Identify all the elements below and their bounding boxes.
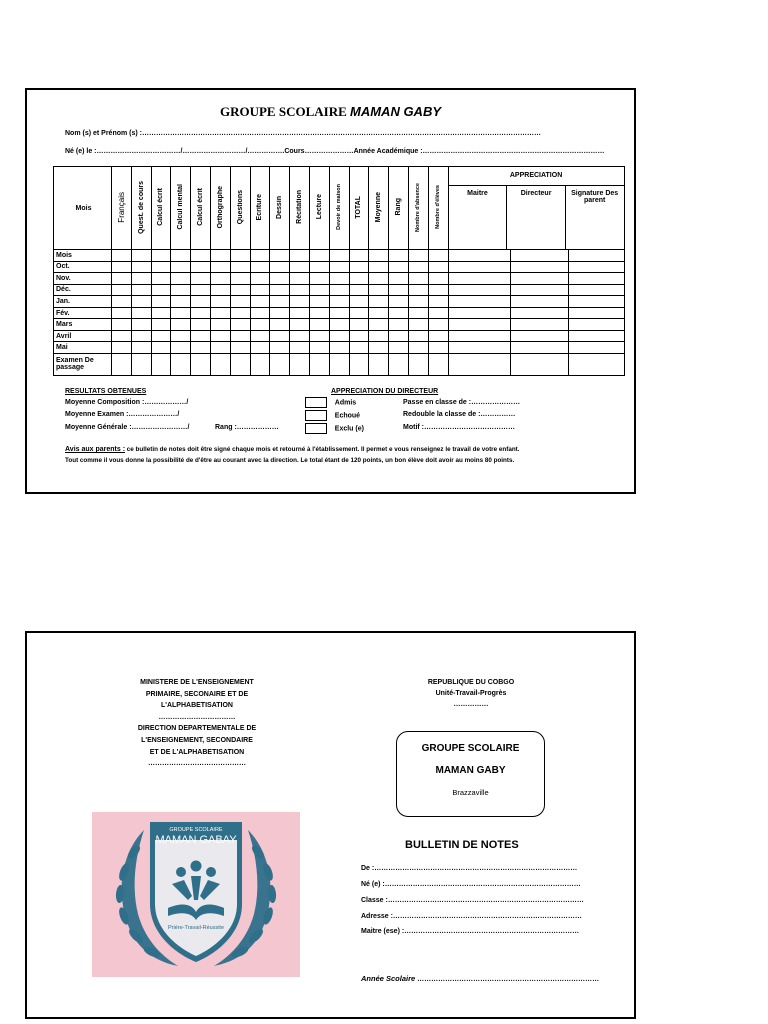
- parents-notice-label: Avis aux parents :: [65, 446, 126, 453]
- grade-cell[interactable]: [210, 296, 230, 308]
- grade-cell[interactable]: [329, 330, 349, 342]
- grade-cell[interactable]: [510, 284, 568, 296]
- grade-cell[interactable]: [131, 319, 151, 331]
- result-examen: Moyenne Examen :…………………/: [65, 411, 180, 418]
- grade-cell[interactable]: [171, 284, 191, 296]
- grade-cell[interactable]: [171, 353, 191, 375]
- grade-cell[interactable]: [151, 261, 171, 273]
- appreciation-col-directeur: Directeur: [507, 185, 565, 249]
- grade-cell[interactable]: [369, 273, 389, 285]
- table-row: [54, 261, 625, 273]
- grade-cell[interactable]: [428, 342, 448, 354]
- grade-cell[interactable]: [510, 342, 568, 354]
- grade-cell[interactable]: [210, 250, 230, 262]
- grade-cell[interactable]: [131, 261, 151, 273]
- grade-cell[interactable]: [290, 250, 310, 262]
- grade-cell[interactable]: [309, 273, 329, 285]
- grade-cell[interactable]: [408, 319, 428, 331]
- grade-cell[interactable]: [171, 250, 191, 262]
- grade-cell[interactable]: [191, 330, 211, 342]
- grade-cell[interactable]: [230, 250, 250, 262]
- grade-cell[interactable]: [369, 342, 389, 354]
- grade-cell[interactable]: [389, 319, 409, 331]
- col-header-subject: Quest. de cours: [137, 180, 145, 234]
- grade-cell[interactable]: [510, 353, 568, 375]
- grade-cell[interactable]: [408, 353, 428, 375]
- grade-cell[interactable]: [250, 273, 270, 285]
- grade-cell[interactable]: [131, 296, 151, 308]
- grade-cell[interactable]: [349, 319, 369, 331]
- appreciation-col-signature: Signature Des parent: [565, 185, 623, 249]
- result-generale: Moyenne Générale :……………………/: [65, 424, 190, 431]
- exclu-checkbox[interactable]: [305, 423, 327, 434]
- admis-checkbox[interactable]: [305, 397, 327, 408]
- grade-cell[interactable]: [270, 250, 290, 262]
- grade-cell[interactable]: [250, 342, 270, 354]
- grade-cell[interactable]: [191, 353, 211, 375]
- parents-notice: Avis aux parents : ce bulletin de notes doit être signé chaque mois et retourné à l'établissement. Il permet e vous renseignez le travail de votre enfant.: [65, 446, 520, 453]
- grade-cell[interactable]: [369, 319, 389, 331]
- grade-cell[interactable]: [290, 273, 310, 285]
- table-row: [54, 330, 625, 342]
- grade-cell[interactable]: [408, 261, 428, 273]
- grade-cell[interactable]: [250, 330, 270, 342]
- row-label-month: Déc.: [54, 284, 112, 296]
- school-title: GROUPE SCOLAIRE MAMAN GABY: [219, 104, 442, 119]
- bulletin-title: BULLETIN DE NOTES: [405, 839, 519, 851]
- grade-cell[interactable]: [389, 353, 409, 375]
- grade-cell[interactable]: [309, 342, 329, 354]
- school-box-line1: GROUPE SCOLAIRE: [421, 743, 520, 754]
- name-line: Nom (s) et Prénom (s) :………………………………………………………………………………………………………………………………………………………: [65, 130, 542, 137]
- row-label-month: Fév.: [54, 307, 112, 319]
- grade-cell[interactable]: [448, 250, 510, 262]
- grade-cell[interactable]: [112, 307, 132, 319]
- grade-cell[interactable]: [112, 250, 132, 262]
- grade-cell[interactable]: [428, 284, 448, 296]
- results-title: RESULTATS OBTENUES: [65, 388, 147, 395]
- grade-cell[interactable]: [568, 342, 624, 354]
- field-maitre: Maitre (ese) :…………………………………………………………………: [361, 928, 580, 935]
- grade-cell[interactable]: [250, 250, 270, 262]
- school-box-city: Brazzaville: [452, 788, 489, 797]
- result-composition: Moyenne Composition :………………/: [65, 399, 189, 406]
- table-row: [54, 342, 625, 354]
- grade-cell[interactable]: [191, 319, 211, 331]
- grade-cell[interactable]: [448, 261, 510, 273]
- grade-cell[interactable]: [408, 307, 428, 319]
- grade-cell[interactable]: [230, 273, 250, 285]
- grade-cell[interactable]: [568, 353, 624, 375]
- grade-cell[interactable]: [349, 353, 369, 375]
- grade-cell[interactable]: [428, 273, 448, 285]
- grade-cell[interactable]: [191, 296, 211, 308]
- grade-cell[interactable]: [290, 307, 310, 319]
- grade-cell[interactable]: [349, 330, 369, 342]
- grade-cell[interactable]: [389, 273, 409, 285]
- grade-cell[interactable]: [270, 273, 290, 285]
- grade-cell[interactable]: [369, 284, 389, 296]
- grade-cell[interactable]: [349, 296, 369, 308]
- grade-cell[interactable]: [290, 342, 310, 354]
- grade-cell[interactable]: [112, 273, 132, 285]
- school-name-box: [396, 731, 545, 817]
- grade-cell[interactable]: [369, 330, 389, 342]
- grade-cell[interactable]: [171, 261, 191, 273]
- grade-cell[interactable]: [309, 353, 329, 375]
- grade-cell[interactable]: [369, 261, 389, 273]
- grade-cell[interactable]: [349, 250, 369, 262]
- grade-cell[interactable]: [290, 284, 310, 296]
- grade-cell[interactable]: [329, 342, 349, 354]
- grade-cell[interactable]: [270, 330, 290, 342]
- grade-cell[interactable]: [270, 307, 290, 319]
- grade-cell[interactable]: [112, 353, 132, 375]
- result-rang: Rang :………………: [215, 424, 279, 431]
- col-header-subject: Récitation: [296, 190, 304, 225]
- grade-cell[interactable]: [131, 342, 151, 354]
- grade-cell[interactable]: [408, 250, 428, 262]
- col-header-subject: Moyenne: [375, 191, 383, 223]
- grade-cell[interactable]: [270, 261, 290, 273]
- grade-cell[interactable]: [131, 273, 151, 285]
- grade-cell[interactable]: [131, 330, 151, 342]
- grade-cell[interactable]: [369, 296, 389, 308]
- grade-cell[interactable]: [389, 261, 409, 273]
- col-header-subject: Calcul écrit: [197, 188, 205, 226]
- grade-cell[interactable]: [428, 296, 448, 308]
- table-row: [54, 353, 625, 375]
- col-header-subject: Rang: [395, 198, 403, 216]
- grade-cell[interactable]: [270, 319, 290, 331]
- col-header-subject: Dessin: [276, 195, 284, 219]
- grade-cell[interactable]: [389, 284, 409, 296]
- grade-cell[interactable]: [448, 273, 510, 285]
- grade-cell[interactable]: [329, 250, 349, 262]
- grade-cell[interactable]: [151, 273, 171, 285]
- grade-cell[interactable]: [290, 261, 310, 273]
- grade-cell[interactable]: [191, 261, 211, 273]
- grade-cell[interactable]: [230, 342, 250, 354]
- grade-cell[interactable]: [112, 284, 132, 296]
- col-header-subject: Calcul écrit: [157, 188, 165, 226]
- grade-cell[interactable]: [151, 342, 171, 354]
- grade-cell[interactable]: [112, 296, 132, 308]
- crest-name: MAMAN GABAY: [155, 834, 237, 846]
- grade-cell[interactable]: [309, 307, 329, 319]
- grade-cell[interactable]: [428, 307, 448, 319]
- table-row: [54, 307, 625, 319]
- grade-cell[interactable]: [210, 342, 230, 354]
- grade-cell[interactable]: [131, 353, 151, 375]
- parents-notice-2: Tout comme il vous donne la possibilité de d'être au courant avec la direction. Le total étant de 120 points, un bon élève doit avoir au moins 80 points.: [65, 457, 515, 464]
- field-ne: Né (e) :…………………………………………………………………………: [361, 881, 581, 888]
- grade-cell[interactable]: [428, 261, 448, 273]
- grade-cell[interactable]: [568, 273, 624, 285]
- grade-cell[interactable]: [510, 273, 568, 285]
- grade-cell[interactable]: [250, 353, 270, 375]
- grade-cell[interactable]: [408, 296, 428, 308]
- col-header-subject: Questions: [236, 189, 244, 225]
- row-label-month: Mars: [54, 319, 112, 331]
- table-row: [54, 296, 625, 308]
- col-header-subject: Devoir de maison: [336, 184, 343, 231]
- grade-cell[interactable]: [151, 296, 171, 308]
- passe-classe: Passe en classe de :…………………: [403, 399, 521, 406]
- grade-cell[interactable]: [309, 261, 329, 273]
- grades-table: [53, 166, 623, 376]
- grade-cell[interactable]: [191, 273, 211, 285]
- report-card-grades: [25, 88, 636, 494]
- grade-cell[interactable]: [250, 307, 270, 319]
- grade-cell[interactable]: [568, 296, 624, 308]
- grade-cell[interactable]: [408, 284, 428, 296]
- grade-cell[interactable]: [151, 307, 171, 319]
- grade-cell[interactable]: [448, 330, 510, 342]
- grade-cell[interactable]: [230, 330, 250, 342]
- grade-cell[interactable]: [290, 353, 310, 375]
- school-box-line2: MAMAN GABY: [435, 765, 506, 776]
- grade-cell[interactable]: [151, 284, 171, 296]
- grade-cell[interactable]: [389, 296, 409, 308]
- row-label-month: Avril: [54, 330, 112, 342]
- grade-cell[interactable]: [389, 342, 409, 354]
- grade-cell[interactable]: [329, 284, 349, 296]
- grade-cell[interactable]: [191, 284, 211, 296]
- table-row: [54, 273, 625, 285]
- grade-cell[interactable]: [309, 330, 329, 342]
- col-header-subject: Orthographe: [216, 185, 224, 229]
- grade-cell[interactable]: [329, 319, 349, 331]
- grade-cell[interactable]: [270, 342, 290, 354]
- grade-cell[interactable]: [270, 296, 290, 308]
- school-name: MAMAN GABY: [350, 104, 442, 119]
- grade-cell[interactable]: [510, 296, 568, 308]
- grade-cell[interactable]: [270, 284, 290, 296]
- grade-cell[interactable]: [349, 284, 369, 296]
- grade-cell[interactable]: [568, 307, 624, 319]
- grade-cell[interactable]: [568, 284, 624, 296]
- grade-cell[interactable]: [171, 296, 191, 308]
- appreciation-col-maitre: Maitre: [449, 185, 507, 249]
- row-label-month: Oct.: [54, 261, 112, 273]
- grade-cell[interactable]: [171, 307, 191, 319]
- grade-cell[interactable]: [290, 296, 310, 308]
- grade-cell[interactable]: [112, 261, 132, 273]
- appreciation-header: APPRECIATION: [449, 167, 624, 185]
- grade-cell[interactable]: [191, 307, 211, 319]
- grade-cell[interactable]: [230, 353, 250, 375]
- grade-cell[interactable]: [329, 296, 349, 308]
- grade-cell[interactable]: [309, 284, 329, 296]
- grade-cell[interactable]: [250, 261, 270, 273]
- grade-cell[interactable]: [349, 261, 369, 273]
- grade-cell[interactable]: [171, 273, 191, 285]
- grade-cell[interactable]: [191, 250, 211, 262]
- ministry-block: MINISTERE DE L'ENSEIGNEMENT PRIMAIRE, SECONAIRE ET DE L'ALPHABETISATION …………………………… DIRECTION DEPARTEMENTALE DE L'ENSEIGNEMENT, SECONDAIRE ET DE L'ALPHABETISATION ……………………………………: [137, 679, 257, 768]
- grade-cell[interactable]: [329, 353, 349, 375]
- grade-cell[interactable]: [131, 307, 151, 319]
- grade-cell[interactable]: [210, 330, 230, 342]
- grade-cell[interactable]: [448, 284, 510, 296]
- grade-cell[interactable]: [448, 307, 510, 319]
- grade-cell[interactable]: [270, 353, 290, 375]
- echoue-checkbox[interactable]: [305, 410, 327, 421]
- grade-cell[interactable]: [290, 330, 310, 342]
- grade-cell[interactable]: [191, 342, 211, 354]
- crest-motto: Prière-Travail-Réussite: [167, 925, 225, 931]
- col-header-subject: Nombre d'élèves: [435, 185, 442, 229]
- grade-cell[interactable]: [151, 330, 171, 342]
- grade-cell[interactable]: [510, 307, 568, 319]
- grade-cell[interactable]: [428, 250, 448, 262]
- grade-cell[interactable]: [210, 284, 230, 296]
- table-row: [54, 319, 625, 331]
- grade-cell[interactable]: [151, 250, 171, 262]
- grade-cell[interactable]: [210, 307, 230, 319]
- grade-cell[interactable]: [329, 261, 349, 273]
- motif: Motif :…………………………………: [403, 424, 515, 431]
- grade-cell[interactable]: [408, 273, 428, 285]
- grade-cell[interactable]: [349, 307, 369, 319]
- grade-cell[interactable]: [250, 319, 270, 331]
- table-row: [54, 250, 625, 262]
- redouble-classe: Redouble la classe de :……………: [403, 411, 516, 418]
- grade-cell[interactable]: [510, 261, 568, 273]
- republic-block: REPUBLIQUE DU COBGO Unité-Travail-Progrès ……………: [427, 679, 515, 708]
- grade-cell[interactable]: [151, 319, 171, 331]
- table-row: [54, 284, 625, 296]
- grade-cell[interactable]: [448, 296, 510, 308]
- table-header-row: [54, 167, 625, 250]
- grade-cell[interactable]: [369, 307, 389, 319]
- grade-cell[interactable]: [290, 319, 310, 331]
- grade-cell[interactable]: [171, 330, 191, 342]
- col-header-subject: Ecriture: [256, 193, 264, 221]
- crest-top-text: GROUPE SCOLAIRE: [169, 827, 223, 833]
- col-header-subject: Calcul mental: [177, 184, 185, 230]
- grade-cell[interactable]: [389, 250, 409, 262]
- school-crest: [92, 812, 300, 977]
- grade-cell[interactable]: [428, 330, 448, 342]
- grade-cell[interactable]: [568, 319, 624, 331]
- grade-cell[interactable]: [309, 250, 329, 262]
- grade-cell[interactable]: [230, 296, 250, 308]
- grade-cell[interactable]: [448, 319, 510, 331]
- grade-cell[interactable]: [428, 353, 448, 375]
- grade-cell[interactable]: [568, 261, 624, 273]
- option-exclu: Exclu (e): [305, 423, 364, 434]
- row-label-month: Jan.: [54, 296, 112, 308]
- col-header-mois: Mois: [54, 167, 112, 250]
- field-de: De :……………………………………………………………………………: [361, 865, 578, 872]
- col-header-subject: Français: [116, 191, 126, 223]
- grade-cell[interactable]: [309, 296, 329, 308]
- grade-cell[interactable]: [510, 330, 568, 342]
- field-annee-scolaire: Année Scolaire ……………………………………………………………………: [361, 974, 600, 983]
- grade-cell[interactable]: [448, 342, 510, 354]
- grade-cell[interactable]: [112, 319, 132, 331]
- grade-cell[interactable]: [510, 250, 568, 262]
- grade-cell[interactable]: [171, 319, 191, 331]
- grade-cell[interactable]: [408, 330, 428, 342]
- report-card-cover: [25, 631, 636, 1019]
- option-echoue: Echoué: [305, 410, 360, 421]
- row-label-month: Mai: [54, 342, 112, 354]
- grade-cell[interactable]: [210, 319, 230, 331]
- grade-cell[interactable]: [112, 342, 132, 354]
- grade-cell[interactable]: [230, 261, 250, 273]
- grade-cell[interactable]: [210, 261, 230, 273]
- grade-cell[interactable]: [309, 319, 329, 331]
- grade-cell[interactable]: [369, 250, 389, 262]
- grade-cell[interactable]: [389, 307, 409, 319]
- grade-cell[interactable]: [448, 353, 510, 375]
- col-header-subject: TOTAL: [355, 195, 363, 219]
- grade-cell[interactable]: [250, 296, 270, 308]
- grade-cell[interactable]: [250, 284, 270, 296]
- grade-cell[interactable]: [568, 250, 624, 262]
- grade-cell[interactable]: [329, 307, 349, 319]
- col-header-subject: Lecture: [315, 194, 323, 220]
- grade-cell[interactable]: [112, 330, 132, 342]
- field-classe: Classe :…………………………………………………………………………: [361, 897, 584, 904]
- row-label-month: Examen De passage: [54, 353, 112, 375]
- grade-cell[interactable]: [131, 250, 151, 262]
- grade-cell[interactable]: [389, 330, 409, 342]
- option-admis: Admis: [305, 397, 356, 408]
- grade-cell[interactable]: [171, 342, 191, 354]
- grade-cell[interactable]: [230, 284, 250, 296]
- row-label-month: Mois: [54, 250, 112, 262]
- grade-cell[interactable]: [349, 342, 369, 354]
- grade-cell[interactable]: [131, 284, 151, 296]
- grade-cell[interactable]: [210, 273, 230, 285]
- field-adresse: Adresse :………………………………………………………………………: [361, 913, 582, 920]
- grade-cell[interactable]: [230, 319, 250, 331]
- grade-cell[interactable]: [428, 319, 448, 331]
- grade-cell[interactable]: [210, 353, 230, 375]
- grade-cell[interactable]: [510, 319, 568, 331]
- grade-cell[interactable]: [329, 273, 349, 285]
- grade-cell[interactable]: [568, 330, 624, 342]
- grade-cell[interactable]: [151, 353, 171, 375]
- birth-line: Né (e) le :………………………………/………………………/…………….Cours…………………Année Académique :……………………………………………………………………: [65, 148, 605, 155]
- grade-cell[interactable]: [349, 273, 369, 285]
- row-label-month: Nov.: [54, 273, 112, 285]
- grade-cell[interactable]: [369, 353, 389, 375]
- col-header-subject: Nombre d'absence: [415, 182, 422, 232]
- director-title: APPRECIATION DU DIRECTEUR: [331, 388, 439, 395]
- grade-cell[interactable]: [408, 342, 428, 354]
- grade-cell[interactable]: [230, 307, 250, 319]
